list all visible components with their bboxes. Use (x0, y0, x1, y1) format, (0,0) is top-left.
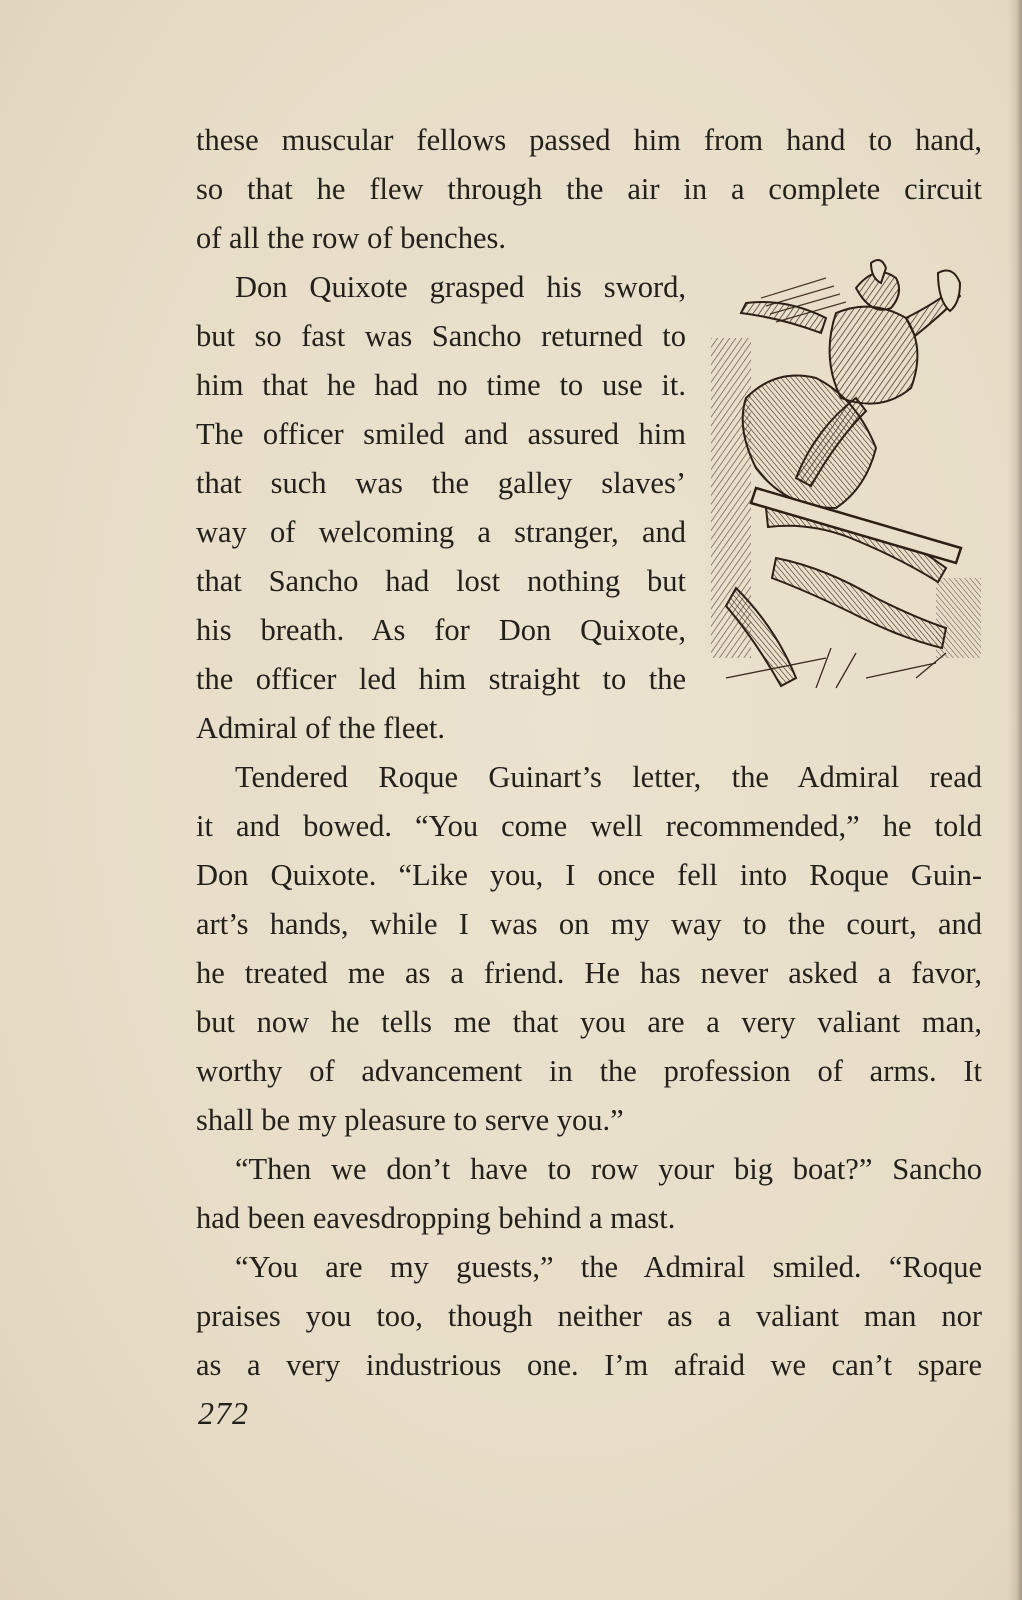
opening-paragraph (196, 116, 982, 263)
text-line: “Then we don’t have to row your big boat?” Sancho (235, 1152, 982, 1186)
text-line: worthy of advancement in the profession of arms. It (196, 1054, 982, 1088)
text-line: Tendered Roque Guinart’s letter, the Admiral read (235, 760, 982, 794)
text-line: praises you too, though neither as a valiant man nor (196, 1299, 982, 1333)
text-line: he treated me as a friend. He has never asked a favor, (196, 956, 982, 990)
text-line: way of welcoming a stranger, and (196, 515, 686, 549)
text-line: “You are my guests,” the Admiral smiled. “Roque (235, 1250, 982, 1284)
text-line: had been eavesdropping behind a mast. (196, 1201, 676, 1235)
admiral-paragraph (196, 753, 982, 1145)
galley-slaves-tossing-man-illustration (706, 258, 986, 708)
text-line: his breath. As for Don Quixote, (196, 613, 686, 647)
text-line: that such was the galley slaves’ (196, 466, 686, 500)
text-line: him that he had no time to use it. (196, 368, 686, 402)
text-line: but so fast was Sancho returned to (196, 319, 686, 353)
text-line: Don Quixote grasped his sword, (235, 270, 686, 304)
text-line: that Sancho had lost nothing but (196, 564, 686, 598)
text-line: art’s hands, while I was on my way to the court, and (196, 907, 982, 941)
sancho-paragraph (196, 1145, 982, 1243)
text-line: so that he flew through the air in a complete circuit (196, 172, 982, 206)
text-line: The officer smiled and assured him (196, 417, 686, 451)
text-line: but now he tells me that you are a very valiant man, (196, 1005, 982, 1039)
text-line: these muscular fellows passed him from hand to hand, (196, 123, 982, 157)
text-line: the officer led him straight to the (196, 662, 686, 696)
text-line: shall be my pleasure to serve you.” (196, 1103, 624, 1137)
text-line: as a very industrious one. I’m afraid we can’t spare (196, 1348, 982, 1382)
text-line: of all the row of benches. (196, 221, 506, 255)
text-line: Don Quixote. “Like you, I once fell into Roque Guin- (196, 858, 982, 892)
page-number: 272 (198, 1395, 249, 1431)
text-line: it and bowed. “You come well recommended,” he told (196, 809, 982, 843)
text-line: Admiral of the fleet. (196, 711, 445, 745)
page-edge-shadow (1008, 0, 1022, 1600)
guests-paragraph (196, 1243, 982, 1390)
